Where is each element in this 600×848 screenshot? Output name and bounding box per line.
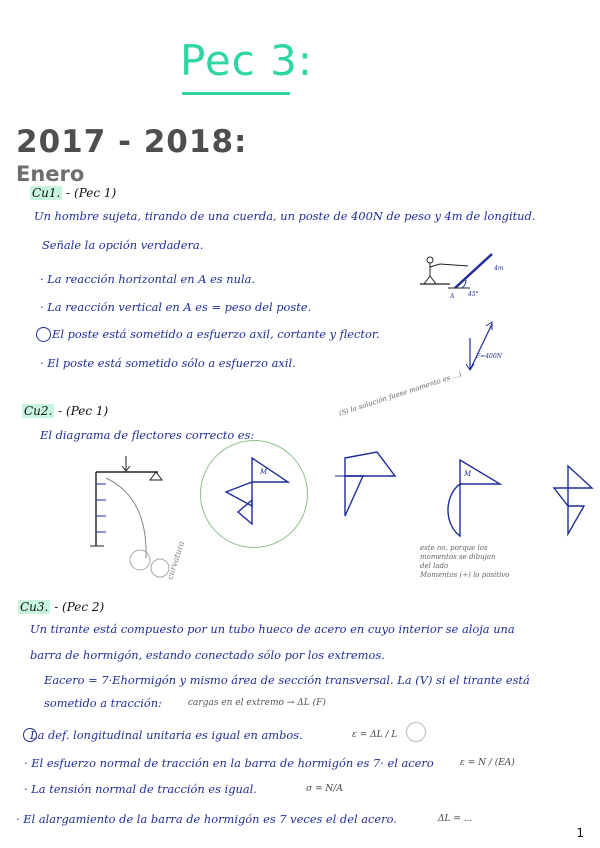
q1-statement-line2: Señale la opción verdadera. — [42, 238, 204, 252]
q1-option-4: · El poste está sometido sólo a esfuerzo axil. — [40, 356, 296, 370]
q1-force-label: F=400N — [476, 353, 502, 360]
page-number: 1 — [576, 826, 584, 840]
q3-data-line: Eacero = 7·Ehormigón y mismo área de sección transversal. La (V) si el tirante está — [44, 673, 530, 687]
q2-statement: El diagrama de flectores correcto es: — [40, 428, 255, 442]
q1-force-diagram — [458, 318, 528, 378]
q3-option-3: · La tensión normal de tracción es igual. — [24, 782, 257, 796]
q1-header — [30, 186, 116, 200]
q1-pole-diagram — [410, 248, 520, 304]
q2-source: - (Pec 1) — [58, 404, 109, 418]
svg-text:M: M — [464, 470, 472, 478]
q3-source: - (Pec 2) — [54, 600, 105, 614]
q1-option-3: El poste está sometido a esfuerzo axil, cortante y flector. — [52, 327, 380, 341]
q1-angle-label: 45° — [468, 291, 479, 298]
q1-option-3-selected-mark — [36, 327, 51, 342]
month-heading: Enero — [16, 162, 85, 186]
q3-option-1: La def. longitudinal unitaria es igual en ambos. — [30, 728, 303, 742]
q1-option-1: · La reacción horizontal en A es nula. — [40, 272, 255, 286]
q1-point-a: A — [450, 293, 455, 300]
q3-formula-1: ε = ΔL / L — [352, 730, 398, 740]
q3-v-mark — [406, 722, 426, 742]
q3-option-4: · El alargamiento de la barra de hormigón es 7 veces el del acero. — [16, 812, 397, 826]
q2-label: Cu2. — [24, 404, 53, 418]
q2-option-1-diagram — [210, 450, 305, 530]
q3-header — [18, 600, 104, 614]
svg-text:M: M — [260, 468, 268, 476]
q2-note-top: (Si la solución fuese momento es ...) — [338, 370, 463, 418]
q2-header — [22, 404, 108, 418]
q2-option-2-diagram — [333, 446, 411, 522]
q3-label: Cu3. — [20, 600, 49, 614]
q3-statement-line1: Un tirante está compuesto por un tubo hueco de acero en cuyo interior se aloja una — [30, 622, 515, 636]
q3-statement-line2: barra de hormigón, estando conectado sólo por los extremos. — [30, 648, 385, 662]
q2-option-4-diagram — [528, 460, 594, 544]
q1-statement-line1: Un hombre sujeta, tirando de una cuerda, un poste de 400N de peso y 4m de longitud. — [34, 209, 536, 223]
q2-option-3-diagram — [424, 454, 516, 542]
q3-formula-3: σ = N/A — [306, 784, 343, 794]
q2-frame-diagram — [70, 448, 200, 588]
q2-note-bottom: este no, porque los momentos se dibujan del lado Momentos (+) lo positivo — [420, 544, 510, 579]
year-heading: 2017 - 2018: — [16, 124, 248, 160]
q3-data-line2: sometido a tracción: — [44, 696, 162, 710]
q3-option-2: · El esfuerzo normal de tracción en la barra de hormigón es 7· el acero — [24, 756, 434, 770]
q3-data-aside: cargas en el extremo → ΔL (F) — [188, 698, 326, 708]
q1-source: - (Pec 1) — [66, 186, 117, 200]
q3-formula-4: ΔL = ... — [438, 814, 473, 824]
q2-sketch-label: curvatura — [165, 540, 187, 581]
page-title: Pec 3: — [180, 36, 313, 85]
q1-length-label: 4m — [494, 265, 504, 272]
q1-label: Cu1. — [32, 186, 61, 200]
q3-formula-2: ε = N / (EA) — [460, 758, 515, 768]
q1-option-2: · La reacción vertical en A es = peso del poste. — [40, 300, 312, 314]
title-underline — [182, 92, 290, 95]
